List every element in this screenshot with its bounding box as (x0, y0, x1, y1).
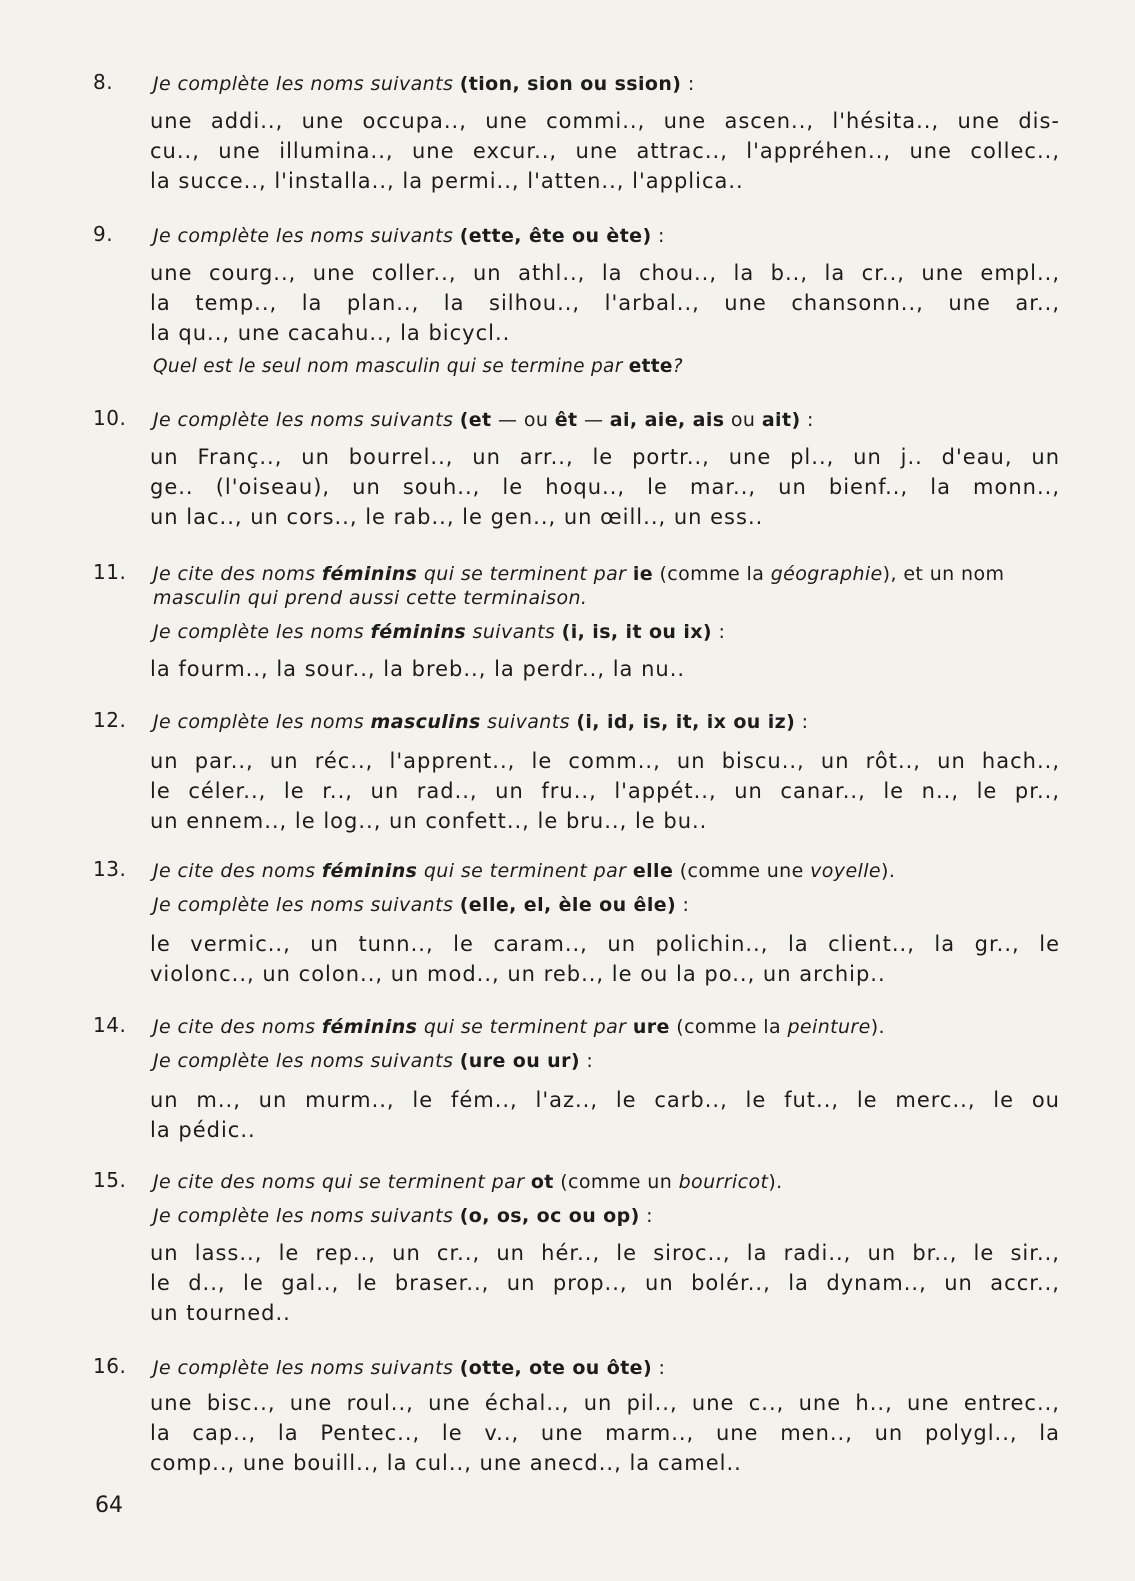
text-line: la fourm.., la sour.., la breb.., la perdr.., la nu.. (150, 657, 686, 681)
text-line: le vermic.., un tunn.., le caram.., un polichin.., la client.., la gr.., le (150, 932, 1060, 956)
exercise-instruction-cite: Je cite des noms féminins qui se terminent par ie (comme la géographie), et un nom (153, 563, 1005, 585)
exercise-text (150, 929, 1060, 989)
exercise-instruction: Je complète les noms suivants (ure ou ur) : (153, 1050, 594, 1072)
exercise-number: 15. (93, 1168, 127, 1192)
exercise-text (150, 442, 1060, 532)
exercise-number: 9. (93, 222, 114, 246)
exercise-number: 8. (93, 70, 114, 94)
exercise-text (150, 746, 1060, 836)
exercise-instruction: Je complète les noms suivants (o, os, oc ou op) : (153, 1205, 653, 1227)
page-number: 64 (95, 1493, 123, 1518)
text-line: une bisc.., une roul.., une échal.., un pil.., une c.., une h.., une entrec.., (150, 1391, 1060, 1415)
exercise-question: Quel est le seul nom masculin qui se termine par ette? (153, 356, 683, 377)
text-line: un m.., un murm.., le fém.., l'az.., le carb.., le fut.., le merc.., le ou (150, 1088, 1060, 1112)
exercise-instruction: Je complète les noms féminins suivants (i, is, it ou ix) : (153, 621, 726, 643)
exercise-number: 14. (93, 1013, 127, 1037)
exercise-text (150, 258, 1060, 348)
text-line: une courg.., une coller.., un athl.., la chou.., la b.., la cr.., une empl.., (150, 261, 1060, 285)
text-line: la pédic.. (150, 1118, 256, 1142)
text-line: la cap.., la Pentec.., le v.., une marm.., une men.., un polygl.., la (150, 1421, 1060, 1445)
text-line: le d.., le gal.., le braser.., un prop.., un bolér.., la dynam.., un accr.., (150, 1271, 1060, 1295)
exercise-text (150, 106, 1060, 196)
text-line: une addi.., une occupa.., une commi.., une ascen.., l'hésita.., une dis- (150, 109, 1060, 133)
exercise-instruction: Je complète les noms suivants (ette, ête ou ète) : (153, 225, 665, 247)
text-line: un Franç.., un bourrel.., un arr.., le portr.., une pl.., un j.. d'eau, un (150, 445, 1060, 469)
exercise-instruction: Je complète les noms suivants (otte, ote ou ôte) : (153, 1357, 666, 1379)
exercise-number: 11. (93, 560, 127, 584)
exercise-instruction: Je complète les noms masculins suivants (i, id, is, it, ix ou iz) : (153, 711, 809, 733)
text-line: la temp.., la plan.., la silhou.., l'arbal.., une chansonn.., une ar.., (150, 291, 1060, 315)
text-line: le céler.., le r.., un rad.., un fru.., l'appét.., un canar.., le n.., le pr.., (150, 779, 1060, 803)
exercise-number: 16. (93, 1354, 127, 1378)
exercise-instruction: Je complète les noms suivants (elle, el, èle ou êle) : (153, 894, 690, 916)
text-line: un tourned.. (150, 1301, 291, 1325)
text-line: la succe.., l'installa.., la permi.., l'atten.., l'applica.. (150, 169, 744, 193)
text-line: la qu.., une cacahu.., la bicycl.. (150, 321, 511, 345)
exercise-number: 12. (93, 708, 127, 732)
exercise-number: 10. (93, 406, 127, 430)
text-line: un lac.., un cors.., le rab.., le gen.., un œill.., un ess.. (150, 505, 764, 529)
exercise-instruction-cite: Je cite des noms féminins qui se terminent par elle (comme une voyelle). (153, 860, 896, 882)
exercise-text (150, 1388, 1060, 1478)
text-line: un lass.., le rep.., un cr.., un hér.., le siroc.., la radi.., un br.., le sir.., (150, 1241, 1060, 1265)
exercise-text (150, 654, 1060, 684)
exercise-number: 13. (93, 857, 127, 881)
text-line: un par.., un réc.., l'apprent.., le comm.., un biscu.., un rôt.., un hach.., (150, 749, 1060, 773)
exercise-instruction-cite: Je cite des noms féminins qui se terminent par ure (comme la peinture). (153, 1016, 885, 1038)
text-line: ge.. (l'oiseau), un souh.., le hoqu.., le mar.., un bienf.., la monn.., (150, 475, 1060, 499)
exercise-text (150, 1085, 1060, 1145)
exercise-instruction-cite: Je cite des noms qui se terminent par ot (comme un bourricot). (153, 1171, 783, 1193)
text-line: cu.., une illumina.., une excur.., une attrac.., l'appréhen.., une collec.., (150, 139, 1060, 163)
exercise-instruction: Je complète les noms suivants (et — ou êt — ai, aie, ais ou ait) : (153, 409, 814, 431)
exercise-text (150, 1238, 1060, 1328)
text-line: comp.., une bouill.., la cul.., une anecd.., la camel.. (150, 1451, 742, 1475)
text-line: un ennem.., le log.., un confett.., le bru.., le bu.. (150, 809, 708, 833)
exercise-instruction: Je complète les noms suivants (tion, sion ou ssion) : (153, 73, 695, 95)
text-line: violonc.., un colon.., un mod.., un reb.., le ou la po.., un archip.. (150, 962, 886, 986)
exercise-instruction-cite-cont: masculin qui prend aussi cette terminaison. (153, 587, 588, 609)
